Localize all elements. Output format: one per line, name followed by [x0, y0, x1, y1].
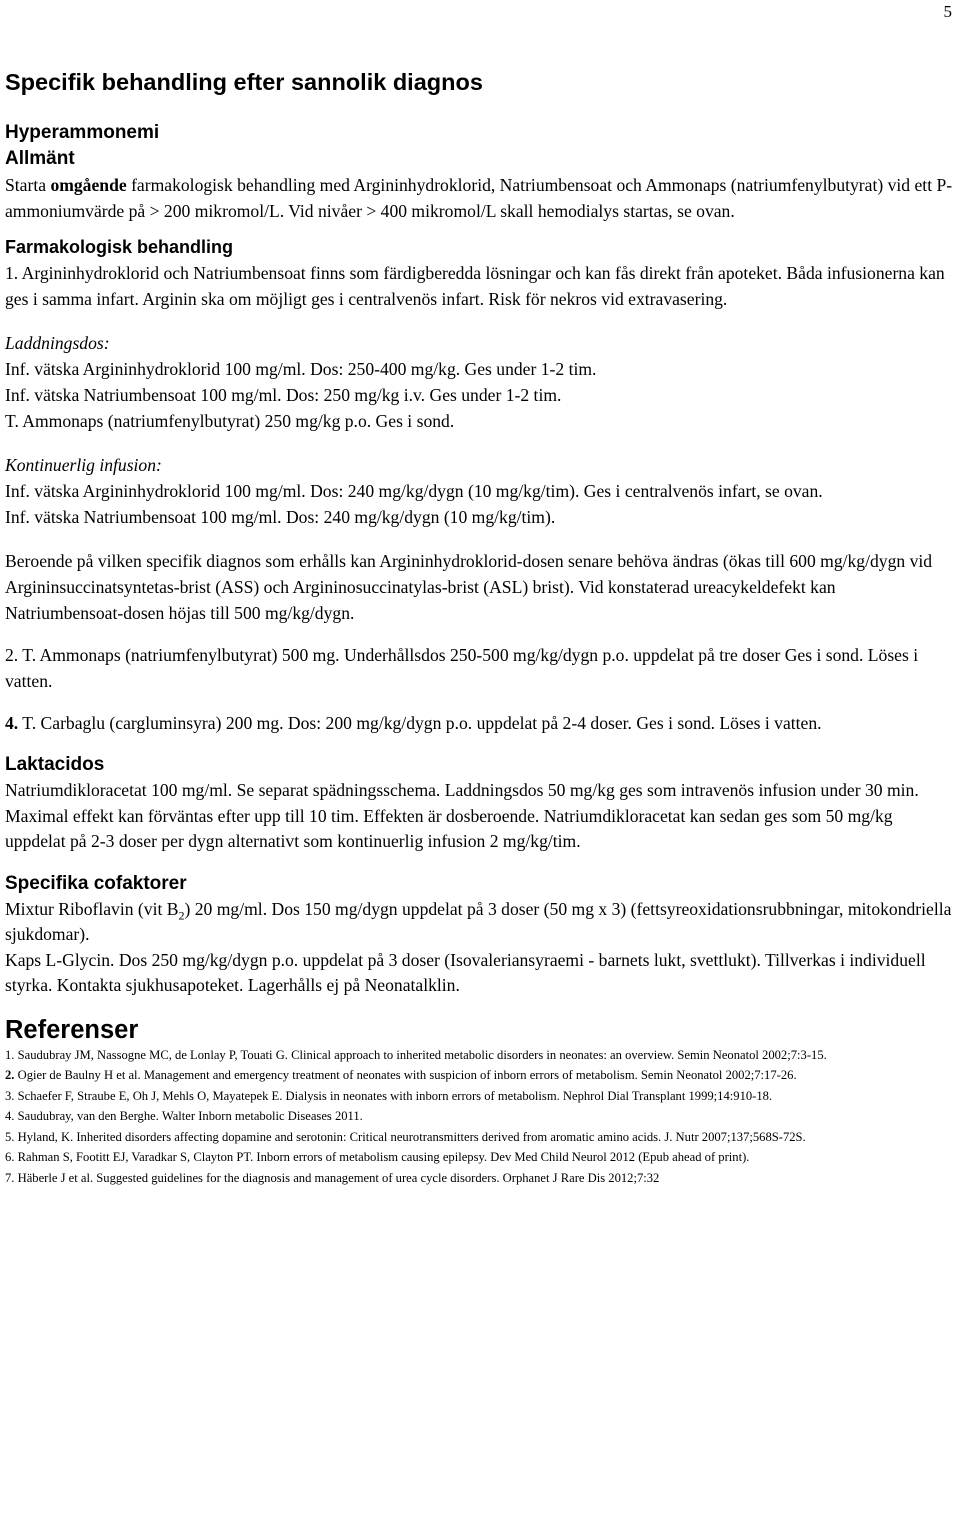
page-number: 5: [943, 2, 952, 21]
reference-number: 4.: [5, 1109, 15, 1123]
reference-text: Hyland, K. Inherited disorders affecting dopamine and serotonin: Critical neurotransmitters derived from aromatic amino acids. J. Nutr 2007;137;568S-72S.: [14, 1129, 806, 1144]
reference-item: [5, 1148, 953, 1167]
riboflavin-subscript: 2: [178, 908, 185, 923]
hyperammonemi-heading: Hyperammonemi: [5, 122, 160, 143]
hyperammonemi-section: [5, 120, 953, 736]
pharm-paragraph: 1. Argininhydroklorid och Natriumbensoat finns som färdigberedda lösningar och kan fås direkt från apoteket. Båda infusionerna kan ges i samma infart. Arginin ska om möjligt ges i centralvenös infart. Risk för nekros vid extravasering.: [5, 263, 945, 309]
riboflavin-pre: Mixtur Riboflavin (vit B: [5, 898, 179, 919]
reference-text: Häberle J et al. Suggested guidelines for the diagnosis and management of urea cycle disorders. Orphanet J Rare Dis 2012;7:32: [14, 1170, 660, 1185]
item-4-paragraph: [5, 710, 953, 736]
allmant-subheading: Allmänt: [5, 148, 75, 169]
item-4-number: 4.: [5, 713, 19, 733]
reference-text: Rahman S, Footitt EJ, Varadkar S, Clayton PT. Inborn errors of metabolism causing epilepsy. Dev Med Child Neurol 2012 (Epub ahead of print).: [14, 1150, 750, 1164]
loading-dose-line: T. Ammonaps (natriumfenylbutyrat) 250 mg/kg p.o. Ges i sond.: [5, 411, 455, 431]
reference-text: Schaefer F, Straube E, Oh J, Mehls O, Mayatepek E. Dialysis in neonates with inborn errors of metabolism. Nephrol Dial Transplant 1999;14:910-18.: [14, 1088, 773, 1103]
reference-item: [5, 1066, 953, 1085]
cofaktorer-section: [5, 871, 953, 999]
intro-bold: omgående: [50, 175, 127, 195]
loading-dose-line: Inf. vätska Natriumbensoat 100 mg/ml. Dos: 250 mg/kg i.v. Ges under 1-2 tim.: [5, 385, 562, 405]
reference-item: [5, 1169, 953, 1188]
reference-item: [5, 1046, 953, 1065]
loading-dose-list: [5, 356, 953, 434]
reference-number: 1.: [5, 1047, 15, 1062]
item-2-paragraph: 2. T. Ammonaps (natriumfenylbutyrat) 500 mg. Underhållsdos 250-500 mg/kg/dygn p.o. uppdelat på tre doser Ges i sond. Löses i vatten.: [5, 645, 919, 691]
reference-text: Saudubray JM, Nassogne MC, de Lonlay P, Touati G. Clinical approach to inherited metabolic disorders in neonates: an overview. Semin Neonatol 2002;7:3-15.: [14, 1047, 827, 1062]
loading-dose-line: Inf. vätska Argininhydroklorid 100 mg/ml. Dos: 250-400 mg/kg. Ges under 1-2 tim.: [5, 359, 597, 379]
cofaktorer-heading: Specifika cofaktorer: [5, 872, 187, 894]
reference-list: [5, 1046, 953, 1188]
reference-number: 7.: [5, 1170, 15, 1185]
laktacidos-paragraph: Natriumdikloracetat 100 mg/ml. Se separat spädningsschema. Laddningsdos 50 mg/kg ges som intravenös infusion under 30 min. Maximal effekt kan förväntas efter upp till 10 tim. Effekten är dosberoende. Natriumdikloracetat kan sedan ges som 50 mg/kg uppdelat på 2-3 doser per dygn alternativt som kontinuerlig infusion 2 mg/kg/tim.: [5, 780, 919, 851]
pharm-heading: Farmakologisk behandling: [5, 237, 234, 257]
riboflavin-post: ) 20 mg/ml. Dos 150 mg/dygn uppdelat på 3 doser (50 mg x 3) (fettsyreoxidationsrubbningar, mitokondriella sjukdomar).: [5, 898, 952, 944]
riboflavin-paragraph: [5, 897, 953, 948]
reference-number: 3.: [5, 1088, 15, 1103]
item-4-text: T. Carbaglu (cargluminsyra) 200 mg. Dos: 200 mg/kg/dygn p.o. uppdelat på 2-4 doser. Ges i sond. Löses i vatten.: [18, 713, 822, 733]
reference-text: Ogier de Baulny H et al. Management and emergency treatment of neonates with suspicion of inborn errors of metabolism. Semin Neonatol 2002;7:17-26.: [14, 1068, 797, 1082]
continuous-infusion-list: [5, 478, 953, 530]
continuous-infusion-line: Inf. vätska Natriumbensoat 100 mg/ml. Dos: 240 mg/kg/dygn (10 mg/kg/tim).: [5, 507, 556, 527]
continuous-infusion-label: Kontinuerlig infusion:: [5, 455, 162, 475]
reference-item: [5, 1107, 953, 1126]
document-body: [5, 66, 953, 1189]
reference-text: Saudubray, van den Berghe. Walter Inborn metabolic Diseases 2011.: [14, 1109, 363, 1123]
reference-item: [5, 1087, 953, 1106]
intro-pre: Starta: [5, 175, 51, 195]
laktacidos-section: [5, 752, 953, 855]
depending-paragraph: Beroende på vilken specifik diagnos som erhålls kan Argininhydroklorid-dosen senare behöva ändras (ökas till 600 mg/kg/dygn vid Argininsuccinatsyntetas-brist (ASS) och Argininosuccinatylas-brist (ASL) brist). Vid konstaterad ureacykeldefekt kan Natriumbensoat-dosen höjas till 500 mg/kg/dygn.: [5, 551, 933, 623]
laktacidos-heading: Laktacidos: [5, 754, 105, 775]
loading-dose-label: Laddningsdos:: [5, 333, 110, 353]
glycin-paragraph: Kaps L-Glycin. Dos 250 mg/kg/dygn p.o. uppdelat på 3 doser (Isovaleriansyraemi - barnets lukt, svettlukt). Tillverkas i individuell styrka. Kontakta sjukhusapoteket. Lagerhålls ej på Neonatalklin.: [5, 949, 926, 995]
page-title: Specifik behandling efter sannolik diagnos: [5, 69, 483, 95]
reference-number: 2.: [5, 1068, 15, 1082]
continuous-infusion-line: Inf. vätska Argininhydroklorid 100 mg/ml. Dos: 240 mg/kg/dygn (10 mg/kg/tim). Ges i centralvenös infart, se ovan.: [5, 481, 823, 501]
reference-number: 5.: [5, 1129, 15, 1144]
reference-item: [5, 1128, 953, 1147]
reference-number: 6.: [5, 1150, 15, 1164]
references-section: [5, 1015, 953, 1188]
intro-post: farmakologisk behandling med Argininhydroklorid, Natriumbensoat och Ammonaps (natriumfenylbutyrat) vid ett P-ammoniumvärde på > 200 mikromol/L. Vid nivåer > 400 mikromol/L skall hemodialys startas, se ovan.: [5, 175, 953, 221]
intro-paragraph: [5, 172, 953, 224]
references-heading: Referenser: [5, 1015, 139, 1044]
